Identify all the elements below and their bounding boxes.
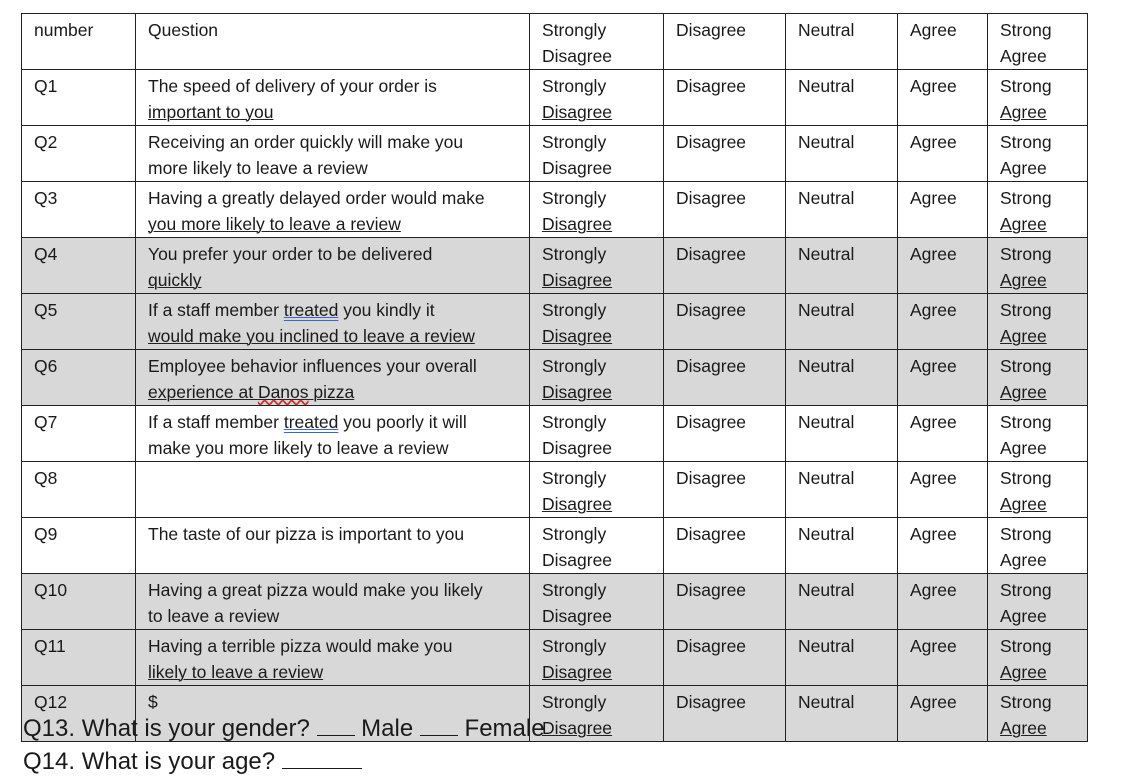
option-agree[interactable]: Agree xyxy=(898,518,988,574)
question-text: $ xyxy=(136,686,530,742)
question-text: Receiving an order quickly will make you more likely to leave a review xyxy=(136,126,530,182)
option-agree[interactable]: Agree xyxy=(898,350,988,406)
question-number: Q11 xyxy=(22,630,136,686)
question-number: Q2 xyxy=(22,126,136,182)
option-strong-agree[interactable]: Strong Agree xyxy=(988,182,1088,238)
header-strongly-disagree: Strongly Disagree xyxy=(530,14,664,70)
age-question-label: Q14. What is your age? xyxy=(23,748,276,775)
gender-question-label: Q13. What is your gender? xyxy=(23,715,310,742)
table-row xyxy=(22,406,1088,462)
header-strong-agree: Strong Agree xyxy=(988,14,1088,70)
option-neutral[interactable]: Neutral xyxy=(786,574,898,630)
question-text: If a staff member treated you poorly it will make you more likely to leave a review xyxy=(136,406,530,462)
option-neutral[interactable]: Neutral xyxy=(786,630,898,686)
option-agree[interactable]: Agree xyxy=(898,126,988,182)
option-neutral[interactable]: Neutral xyxy=(786,182,898,238)
option-strongly-disagree[interactable]: Strongly Disagree xyxy=(530,126,664,182)
question-number: Q1 xyxy=(22,70,136,126)
question-number: Q7 xyxy=(22,406,136,462)
option-neutral[interactable]: Neutral xyxy=(786,462,898,518)
header-question: Question xyxy=(136,14,530,70)
question-number: Q10 xyxy=(22,574,136,630)
option-strong-agree[interactable]: Strong Agree xyxy=(988,630,1088,686)
question-text: Having a greatly delayed order would make you more likely to leave a review xyxy=(136,182,530,238)
option-strong-agree[interactable]: Strong Agree xyxy=(988,462,1088,518)
option-neutral[interactable]: Neutral xyxy=(786,686,898,742)
option-agree[interactable]: Agree xyxy=(898,294,988,350)
option-strong-agree[interactable]: Strong Agree xyxy=(988,126,1088,182)
option-agree[interactable]: Agree xyxy=(898,70,988,126)
question-text: You prefer your order to be delivered quickly xyxy=(136,238,530,294)
option-strong-agree[interactable]: Strong Agree xyxy=(988,350,1088,406)
option-strongly-disagree[interactable]: Strongly Disagree xyxy=(530,70,664,126)
question-number: Q3 xyxy=(22,182,136,238)
option-disagree[interactable]: Disagree xyxy=(664,350,786,406)
question-number: Q12 xyxy=(22,686,136,742)
gender-male-blank[interactable] xyxy=(317,713,355,736)
question-number: Q4 xyxy=(22,238,136,294)
age-blank[interactable] xyxy=(282,746,362,769)
option-strongly-disagree[interactable]: Strongly Disagree xyxy=(530,462,664,518)
table-row xyxy=(22,182,1088,238)
table-row xyxy=(22,518,1088,574)
table-row xyxy=(22,294,1088,350)
age-question xyxy=(23,746,362,778)
question-text: If a staff member treated you kindly it would make you inclined to leave a review xyxy=(136,294,530,350)
option-neutral[interactable]: Neutral xyxy=(786,294,898,350)
question-text: Employee behavior influences your overall experience at Danos pizza xyxy=(136,350,530,406)
question-text: The taste of our pizza is important to you xyxy=(136,518,530,574)
option-agree[interactable]: Agree xyxy=(898,406,988,462)
option-strong-agree[interactable]: Strong Agree xyxy=(988,406,1088,462)
option-disagree[interactable]: Disagree xyxy=(664,126,786,182)
option-agree[interactable]: Agree xyxy=(898,630,988,686)
table-row xyxy=(22,630,1088,686)
option-disagree[interactable]: Disagree xyxy=(664,238,786,294)
option-strongly-disagree[interactable]: Strongly Disagree xyxy=(530,238,664,294)
option-agree[interactable]: Agree xyxy=(898,238,988,294)
table-row xyxy=(22,70,1088,126)
question-number: Q6 xyxy=(22,350,136,406)
option-agree[interactable]: Agree xyxy=(898,462,988,518)
option-strongly-disagree[interactable]: Strongly Disagree xyxy=(530,630,664,686)
option-neutral[interactable]: Neutral xyxy=(786,126,898,182)
question-text: Having a great pizza would make you likely to leave a review xyxy=(136,574,530,630)
question-text xyxy=(136,462,530,518)
option-disagree[interactable]: Disagree xyxy=(664,686,786,742)
option-disagree[interactable]: Disagree xyxy=(664,294,786,350)
option-strongly-disagree[interactable]: Strongly Disagree xyxy=(530,574,664,630)
option-disagree[interactable]: Disagree xyxy=(664,630,786,686)
option-disagree[interactable]: Disagree xyxy=(664,406,786,462)
survey-table xyxy=(21,13,1088,742)
option-disagree[interactable]: Disagree xyxy=(664,518,786,574)
option-neutral[interactable]: Neutral xyxy=(786,238,898,294)
header-number: number xyxy=(22,14,136,70)
option-disagree[interactable]: Disagree xyxy=(664,462,786,518)
option-strongly-disagree[interactable]: Strongly Disagree xyxy=(530,350,664,406)
option-strong-agree[interactable]: Strong Agree xyxy=(988,574,1088,630)
table-row xyxy=(22,574,1088,630)
option-strongly-disagree[interactable]: Strongly Disagree xyxy=(530,182,664,238)
option-neutral[interactable]: Neutral xyxy=(786,350,898,406)
option-disagree[interactable]: Disagree xyxy=(664,574,786,630)
question-text: Having a terrible pizza would make you likely to leave a review xyxy=(136,630,530,686)
option-strong-agree[interactable]: Strong Agree xyxy=(988,294,1088,350)
option-disagree[interactable]: Disagree xyxy=(664,70,786,126)
option-strong-agree[interactable]: Strong Agree xyxy=(988,686,1088,742)
option-agree[interactable]: Agree xyxy=(898,574,988,630)
header-disagree: Disagree xyxy=(664,14,786,70)
option-strongly-disagree[interactable]: Strongly Disagree xyxy=(530,686,664,742)
option-agree[interactable]: Agree xyxy=(898,182,988,238)
option-strong-agree[interactable]: Strong Agree xyxy=(988,238,1088,294)
option-agree[interactable]: Agree xyxy=(898,686,988,742)
option-neutral[interactable]: Neutral xyxy=(786,70,898,126)
option-strong-agree[interactable]: Strong Agree xyxy=(988,518,1088,574)
gender-option-male: Male xyxy=(361,715,414,742)
question-number: Q5 xyxy=(22,294,136,350)
table-row xyxy=(22,462,1088,518)
option-strongly-disagree[interactable]: Strongly Disagree xyxy=(530,518,664,574)
question-text: The speed of delivery of your order is important to you xyxy=(136,70,530,126)
option-neutral[interactable]: Neutral xyxy=(786,406,898,462)
option-disagree[interactable]: Disagree xyxy=(664,182,786,238)
option-strongly-disagree[interactable]: Strongly Disagree xyxy=(530,294,664,350)
header-neutral: Neutral xyxy=(786,14,898,70)
option-strong-agree[interactable]: Strong Agree xyxy=(988,70,1088,126)
header-row xyxy=(22,14,1088,70)
gender-question xyxy=(23,713,545,745)
question-number: Q9 xyxy=(22,518,136,574)
table-row xyxy=(22,350,1088,406)
gender-option-female: Female xyxy=(464,715,545,742)
header-agree: Agree xyxy=(898,14,988,70)
gender-female-blank[interactable] xyxy=(420,713,458,736)
table-row xyxy=(22,126,1088,182)
option-strongly-disagree[interactable]: Strongly Disagree xyxy=(530,406,664,462)
table-row xyxy=(22,238,1088,294)
question-number: Q8 xyxy=(22,462,136,518)
option-neutral[interactable]: Neutral xyxy=(786,518,898,574)
